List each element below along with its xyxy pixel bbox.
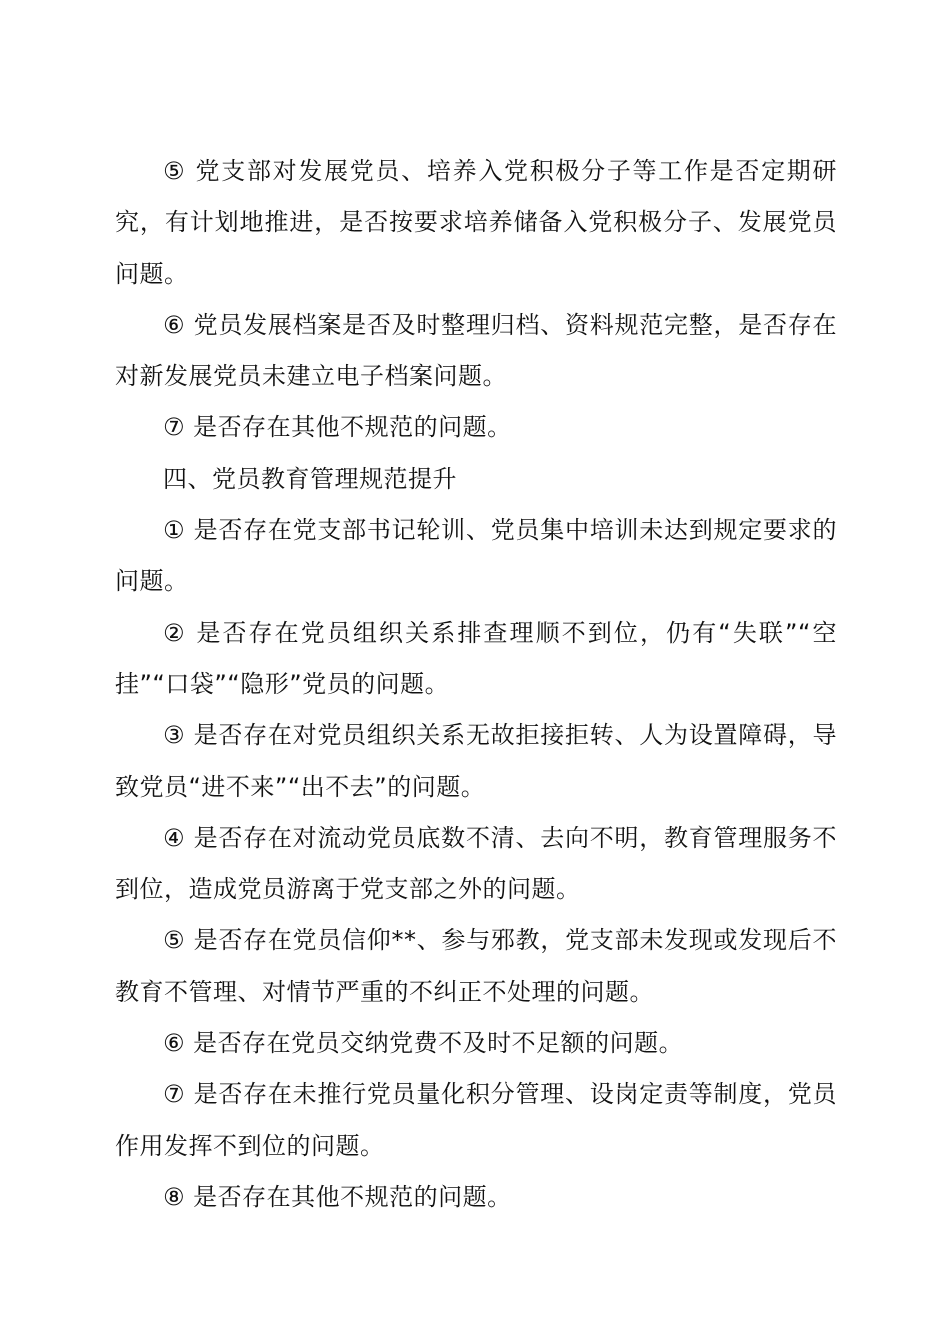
paragraph-item-4-mobile-members: ④ 是否存在对流动党员底数不清、去向不明，教育管理服务不到位，造成党员游离于党支部之外的问题。	[115, 823, 837, 904]
paragraph-item-3-transfer-obstacles: ③ 是否存在对党员组织关系无故拒接拒转、人为设置障碍，导致党员“进不来”“出不去”的问题。	[115, 721, 837, 801]
paragraph-item-6-party-dues: ⑥ 是否存在党员交纳党费不及时不足额的问题。	[163, 1029, 684, 1058]
paragraph-item-8-other-issues: ⑧ 是否存在其他不规范的问题。	[163, 1182, 512, 1211]
document-body	[115, 146, 837, 1223]
paragraph-item-5-beliefs: ⑤ 是否存在党员信仰**、参与邪教，党支部未发现或发现后不教育不管理、对情节严重的不纠正不处理的问题。	[115, 926, 837, 1006]
paragraph-item-1-training: ① 是否存在党支部书记轮训、党员集中培训未达到规定要求的问题。	[115, 516, 837, 596]
paragraph-item-2-relationship-check: ② 是否存在党员组织关系排查理顺不到位，仍有“失联”“空挂”“口袋”“隐形”党员的问题。	[115, 618, 837, 698]
section-heading-education-management: 四、党员教育管理规范提升	[163, 464, 457, 493]
paragraph-item-7-other-issues: ⑦ 是否存在其他不规范的问题。	[163, 413, 512, 442]
paragraph-item-7-points-management: ⑦ 是否存在未推行党员量化积分管理、设岗定责等制度，党员作用发挥不到位的问题。	[115, 1080, 837, 1160]
paragraph-item-6-development-archive: ⑥ 党员发展档案是否及时整理归档、资料规范完整，是否存在对新发展党员未建立电子档案问题。	[115, 310, 837, 391]
paragraph-item-5-development-research: ⑤ 党支部对发展党员、培养入党积极分子等工作是否定期研究，有计划地推进，是否按要求培养储备入党积极分子、发展党员问题。	[115, 157, 837, 288]
